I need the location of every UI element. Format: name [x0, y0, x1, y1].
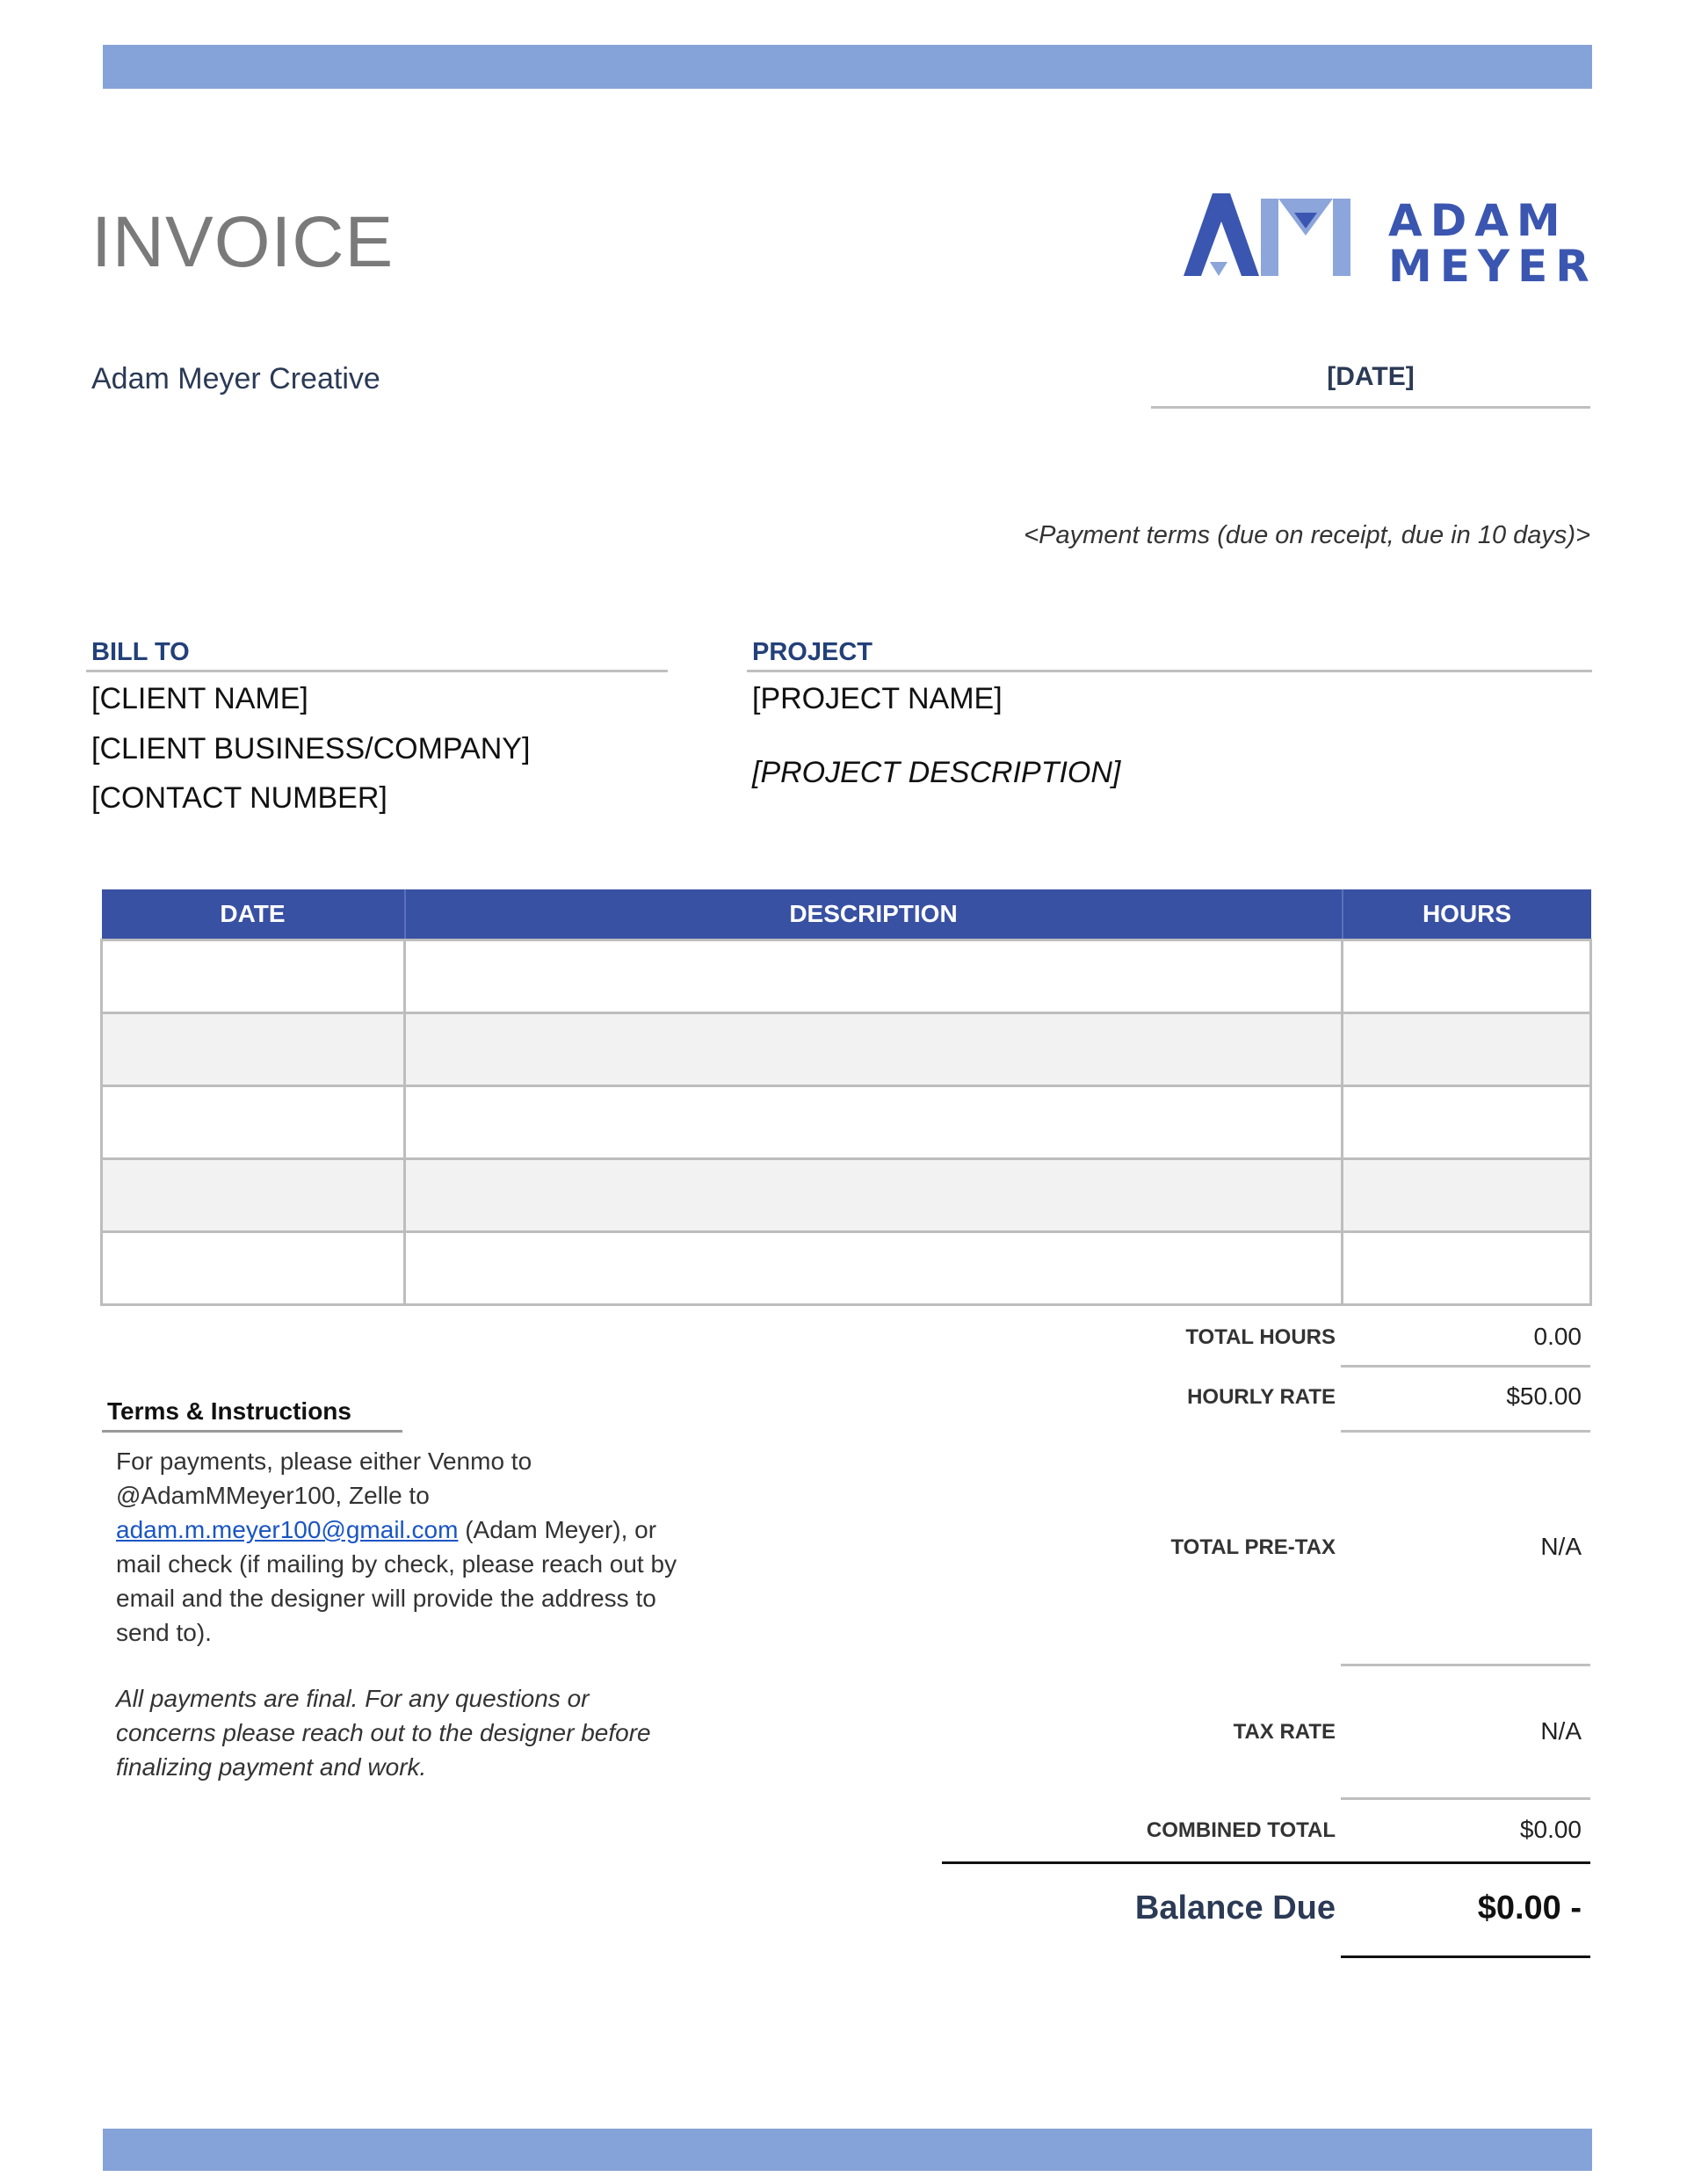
hours-cell[interactable]	[1343, 1159, 1591, 1232]
hourly-rate-label: HOURLY RATE	[1187, 1385, 1336, 1409]
line-items-table	[100, 889, 1592, 1306]
project-description[interactable]: [PROJECT DESCRIPTION]	[752, 756, 1121, 789]
table-row	[102, 1013, 1591, 1086]
total-hours-label: TOTAL HOURS	[1185, 1325, 1336, 1349]
company-logo	[1182, 186, 1597, 292]
summary-divider	[1341, 1797, 1590, 1800]
description-cell[interactable]	[405, 1086, 1343, 1159]
project-label: PROJECT	[752, 638, 872, 666]
hours-cell[interactable]	[1343, 940, 1591, 1013]
column-header-description: DESCRIPTION	[405, 889, 1343, 940]
description-cell[interactable]	[405, 1159, 1343, 1232]
terms-payment-instructions	[116, 1444, 678, 1650]
description-cell[interactable]	[405, 940, 1343, 1013]
payment-text-2: (Adam Meyer), or mail check (if mailing by check, please reach out by email and the designer will provide the address to send to).	[116, 1516, 677, 1646]
table-row	[102, 1159, 1591, 1232]
tax-rate-value[interactable]: N/A	[1540, 1717, 1582, 1745]
column-header-date: DATE	[102, 889, 405, 940]
total-hours-value: 0.00	[1533, 1323, 1582, 1350]
combined-total-value: $0.00	[1519, 1816, 1582, 1843]
payment-text-1: For payments, please either Venmo to @AdamMMeyer100, Zelle to	[116, 1448, 532, 1509]
date-cell[interactable]	[102, 1232, 405, 1305]
column-header-hours: HOURS	[1343, 889, 1591, 940]
bottom-color-band	[103, 2129, 1592, 2171]
terms-final-note: All payments are final. For any questions or concerns please reach out to the designer before finalizing payment and work.	[116, 1685, 651, 1781]
invoice-title: INVOICE	[91, 202, 395, 282]
date-cell[interactable]	[102, 1086, 405, 1159]
client-company[interactable]: [CLIENT BUSINESS/COMPANY]	[91, 732, 531, 765]
bill-to-divider	[86, 670, 668, 672]
table-row	[102, 940, 1591, 1013]
logo-text-meyer: MEYER	[1388, 241, 1597, 292]
bill-to-label: BILL TO	[91, 638, 190, 666]
table-row	[102, 1086, 1591, 1159]
balance-due-label: Balance Due	[1134, 1890, 1336, 1926]
hourly-rate-value[interactable]: $50.00	[1506, 1382, 1582, 1410]
client-contact-number[interactable]: [CONTACT NUMBER]	[91, 781, 387, 815]
balance-due-value: $0.00 -	[1477, 1890, 1582, 1926]
hours-cell[interactable]	[1343, 1013, 1591, 1086]
hours-cell[interactable]	[1343, 1086, 1591, 1159]
email-link[interactable]: adam.m.meyer100@gmail.com	[116, 1516, 459, 1543]
top-color-band	[103, 45, 1592, 89]
total-pretax-value: N/A	[1540, 1533, 1582, 1560]
summary-divider	[1341, 1365, 1590, 1368]
company-name: Adam Meyer Creative	[91, 362, 380, 395]
balance-underline	[1341, 1955, 1590, 1958]
description-cell[interactable]	[405, 1232, 1343, 1305]
project-divider	[747, 670, 1592, 672]
date-cell[interactable]	[102, 940, 405, 1013]
terms-heading: Terms & Instructions	[107, 1397, 351, 1425]
payment-terms: <Payment terms (due on receipt, due in 10 days)>	[1024, 521, 1590, 549]
project-name[interactable]: [PROJECT NAME]	[752, 682, 1003, 715]
date-field[interactable]: [DATE]	[1151, 362, 1590, 409]
logo-text-adam: ADAM	[1388, 195, 1568, 246]
date-cell[interactable]	[102, 1013, 405, 1086]
terms-divider	[102, 1430, 402, 1433]
am-monogram-icon	[1182, 186, 1358, 283]
summary-divider	[1341, 1664, 1590, 1666]
total-pretax-label: TOTAL PRE-TAX	[1170, 1535, 1336, 1559]
client-name[interactable]: [CLIENT NAME]	[91, 682, 308, 715]
combined-total-label: COMBINED TOTAL	[1146, 1818, 1336, 1842]
table-row	[102, 1232, 1591, 1305]
table-header-row	[102, 889, 1591, 940]
tax-rate-label: TAX RATE	[1233, 1720, 1336, 1744]
hours-cell[interactable]	[1343, 1232, 1591, 1305]
summary-divider	[1341, 1430, 1590, 1433]
description-cell[interactable]	[405, 1013, 1343, 1086]
date-cell[interactable]	[102, 1159, 405, 1232]
balance-divider	[942, 1861, 1590, 1864]
